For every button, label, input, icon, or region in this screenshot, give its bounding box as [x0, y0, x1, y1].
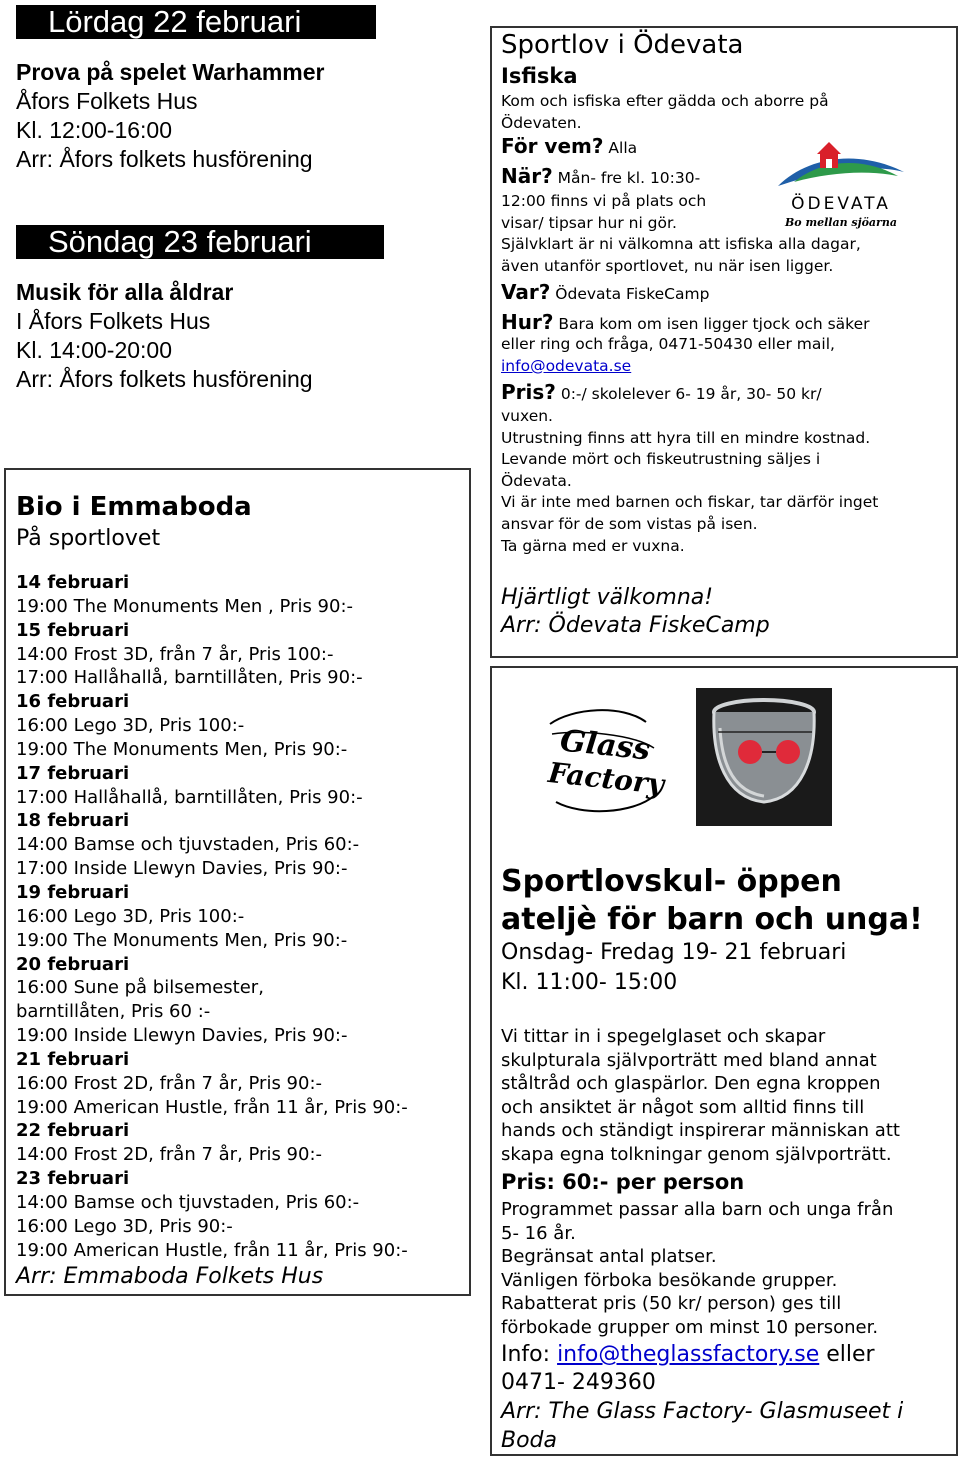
- sunday-organizer: Arr: Åfors folkets husförening: [16, 366, 313, 392]
- schedule-date: 20 februari: [16, 953, 130, 975]
- when-question: När?: [501, 164, 553, 188]
- odevata-logo-graphic: [776, 138, 906, 198]
- glass-info-line: [501, 1342, 875, 1367]
- sportlov-subtitle: Isfiska: [501, 64, 578, 88]
- glass-title-2: ateljè för barn och unga!: [501, 902, 923, 937]
- schedule-show: 16:00 Lego 3D, Pris 90:-: [16, 1215, 233, 1237]
- schedule-show: 14:00 Frost 3D, från 7 år, Pris 100:-: [16, 643, 334, 665]
- bio-title: Bio i Emmaboda: [16, 492, 252, 522]
- saturday-organizer: Arr: Åfors folkets husförening: [16, 146, 313, 172]
- schedule-show: 16:00 Sune på bilsemester,: [16, 977, 264, 999]
- schedule-show: 16:00 Lego 3D, Pris 100:-: [16, 715, 245, 737]
- sportlov-email-link[interactable]: info@odevata.se: [501, 357, 632, 375]
- glass-factory-logo-text-2: Factory: [546, 756, 666, 801]
- bio-schedule: [16, 571, 408, 1262]
- schedule-date: 17 februari: [16, 762, 130, 784]
- sportlov-adults: Ta gärna med er vuxna.: [501, 537, 685, 555]
- schedule-date: 14 februari: [16, 572, 130, 593]
- schedule-show: 16:00 Frost 2D, från 7 år, Pris 90:-: [16, 1072, 323, 1094]
- saturday-title: Prova på spelet Warhammer: [16, 59, 325, 85]
- schedule-show: 19:00 The Monuments Men, Pris 90:-: [16, 929, 348, 951]
- sportlov-when-3: visar/ tipsar hur ni gör.: [501, 214, 677, 232]
- glass-detail-line: Begränsat antal platser.: [501, 1246, 717, 1268]
- glass-factory-logo: [542, 704, 666, 824]
- glass-bowl-image: [696, 688, 832, 826]
- schedule-date: 18 februari: [16, 810, 130, 832]
- sportlov-intro-1: Kom och isfiska efter gädda och aborre på: [501, 92, 829, 110]
- schedule-show: 17:00 Hallåhallå, barntillåten, Pris 90:-: [16, 786, 363, 808]
- saturday-place: Åfors Folkets Hus: [16, 88, 198, 114]
- glass-description-line: ståltråd och glaspärlor. Den egna kroppen: [501, 1073, 881, 1095]
- sportlov-who: [501, 136, 637, 160]
- schedule-show: 16:00 Lego 3D, Pris 100:-: [16, 905, 245, 927]
- sportlov-equipment: Utrustning finns att hyra till en mindre kostnad.: [501, 429, 871, 447]
- sportlov-how: [501, 312, 870, 336]
- sportlov-price: [501, 382, 822, 406]
- schedule-show: 19:00 The Monuments Men , Pris 90:-: [16, 595, 354, 617]
- sportlov-where: [501, 282, 709, 306]
- sportlov-how-2: eller ring och fråga, 0471-50430 eller mail,: [501, 335, 835, 353]
- sportlov-bait-2: Ödevata.: [501, 472, 572, 490]
- glass-description-line: skulpturala självporträtt med bland annat: [501, 1049, 877, 1071]
- sunday-place: I Åfors Folkets Hus: [16, 308, 211, 334]
- glass-factory-box: [490, 666, 958, 1456]
- schedule-show: 19:00 American Hustle, från 11 år, Pris 90:-: [16, 1239, 408, 1261]
- glass-factory-logo-text-1: Glass: [558, 723, 652, 768]
- schedule-date: 19 februari: [16, 881, 130, 903]
- saturday-time: Kl. 12:00-16:00: [16, 117, 173, 143]
- sunday-time: Kl. 14:00-20:00: [16, 337, 173, 363]
- who-question: För vem?: [501, 134, 604, 158]
- schedule-show: 19:00 Inside Llewyn Davies, Pris 90:-: [16, 1025, 348, 1047]
- schedule-show: barntillåten, Pris 60 :-: [16, 1001, 211, 1023]
- how-question: Hur?: [501, 310, 554, 334]
- schedule-show: 14:00 Frost 2D, från 7 år, Pris 90:-: [16, 1144, 323, 1166]
- glass-price: Pris: 60:- per person: [501, 1170, 745, 1194]
- glass-detail-line: Vänligen förboka besökande grupper.: [501, 1269, 838, 1291]
- glass-description-line: hands och ständigt inspirerar människan att: [501, 1120, 900, 1142]
- glass-detail-line: 5- 16 år.: [501, 1222, 576, 1244]
- glass-info-label: Info:: [501, 1342, 551, 1367]
- glass-description-line: och ansiktet är något som alltid finns till: [501, 1096, 865, 1118]
- sportlov-title: Sportlov i Ödevata: [501, 30, 744, 60]
- glass-detail-line: Programmet passar alla barn och unga från: [501, 1199, 894, 1220]
- sportlov-box: [490, 26, 958, 658]
- schedule-date: 21 februari: [16, 1048, 130, 1070]
- schedule-date: 22 februari: [16, 1120, 130, 1142]
- where-answer: Ödevata FiskeCamp: [555, 285, 710, 303]
- schedule-date: 15 februari: [16, 619, 130, 641]
- glass-details: [501, 1198, 893, 1340]
- sportlov-when-2: 12:00 finns vi på plats och: [501, 192, 707, 210]
- sportlov-when: [501, 166, 700, 190]
- glass-organizer-2: Boda: [501, 1428, 557, 1453]
- schedule-show: 17:00 Hallåhallå, barntillåten, Pris 90:-: [16, 667, 363, 689]
- schedule-show: 14:00 Bamse och tjuvstaden, Pris 60:-: [16, 834, 360, 856]
- sportlov-organizer: Arr: Ödevata FiskeCamp: [501, 613, 770, 638]
- schedule-date: 16 februari: [16, 691, 130, 713]
- bio-box: [4, 468, 471, 1296]
- sportlov-welcome-1: Självklart är ni välkomna att isfiska alla dagar,: [501, 235, 861, 253]
- sportlov-welcome-2: även utanför sportlovet, nu när isen ligger.: [501, 257, 834, 275]
- sportlov-welcome-big: Hjärtligt välkomna!: [501, 585, 714, 610]
- glass-title-1: Sportlovskul- öppen: [501, 864, 842, 899]
- when-answer: Mån- fre kl. 10:30-: [557, 169, 701, 187]
- sunday-banner: Söndag 23 februari: [16, 225, 384, 259]
- schedule-show: 19:00 The Monuments Men, Pris 90:-: [16, 738, 348, 760]
- schedule-date: 23 februari: [16, 1168, 130, 1190]
- glass-detail-line: Rabatterat pris (50 kr/ person) ges till: [501, 1293, 842, 1315]
- sportlov-responsibility-1: Vi är inte med barnen och fiskar, tar därför inget: [501, 493, 879, 511]
- glass-description: [501, 1025, 900, 1167]
- glass-detail-line: förbokade grupper om minst 10 personer.: [501, 1316, 879, 1338]
- who-answer: Alla: [608, 139, 638, 157]
- schedule-show: 19:00 American Hustle, från 11 år, Pris 90:-: [16, 1096, 408, 1118]
- sportlov-price-2: vuxen.: [501, 407, 553, 425]
- glass-time: Kl. 11:00- 15:00: [501, 970, 678, 995]
- glass-info-or: eller: [826, 1342, 875, 1367]
- sportlov-intro-2: Ödevaten.: [501, 114, 582, 132]
- price-answer: 0:-/ skolelever 6- 19 år, 30- 50 kr/: [560, 385, 822, 403]
- odevata-logo: [776, 138, 906, 228]
- glass-bowl-graphic: [696, 688, 832, 826]
- glass-phone: 0471- 249360: [501, 1370, 656, 1395]
- price-question: Pris?: [501, 380, 556, 404]
- odevata-logo-tagline: Bo mellan sjöarna: [785, 216, 897, 229]
- glass-email-link[interactable]: info@theglassfactory.se: [557, 1342, 820, 1367]
- sunday-title: Musik för alla åldrar: [16, 279, 234, 305]
- glass-dates: Onsdag- Fredag 19- 21 februari: [501, 940, 847, 965]
- sportlov-responsibility-2: ansvar för de som vistas på isen.: [501, 515, 758, 533]
- where-question: Var?: [501, 280, 551, 304]
- sportlov-bait-1: Levande mört och fiskeutrustning säljes i: [501, 450, 821, 468]
- odevata-logo-name: ÖDEVATA: [791, 194, 891, 214]
- bio-subtitle: På sportlovet: [16, 526, 161, 551]
- saturday-banner: Lördag 22 februari: [16, 5, 376, 39]
- bio-organizer: Arr: Emmaboda Folkets Hus: [16, 1264, 324, 1289]
- glass-description-line: Vi tittar in i spegelglaset och skapar: [501, 1026, 826, 1047]
- schedule-show: 14:00 Bamse och tjuvstaden, Pris 60:-: [16, 1191, 360, 1213]
- glass-organizer-1: Arr: The Glass Factory- Glasmuseet i: [501, 1399, 904, 1424]
- how-answer: Bara kom om isen ligger tjock och säker: [558, 315, 870, 333]
- schedule-show: 17:00 Inside Llewyn Davies, Pris 90:-: [16, 858, 348, 880]
- glass-description-line: skapa egna tolkningar genom självporträtt.: [501, 1143, 892, 1165]
